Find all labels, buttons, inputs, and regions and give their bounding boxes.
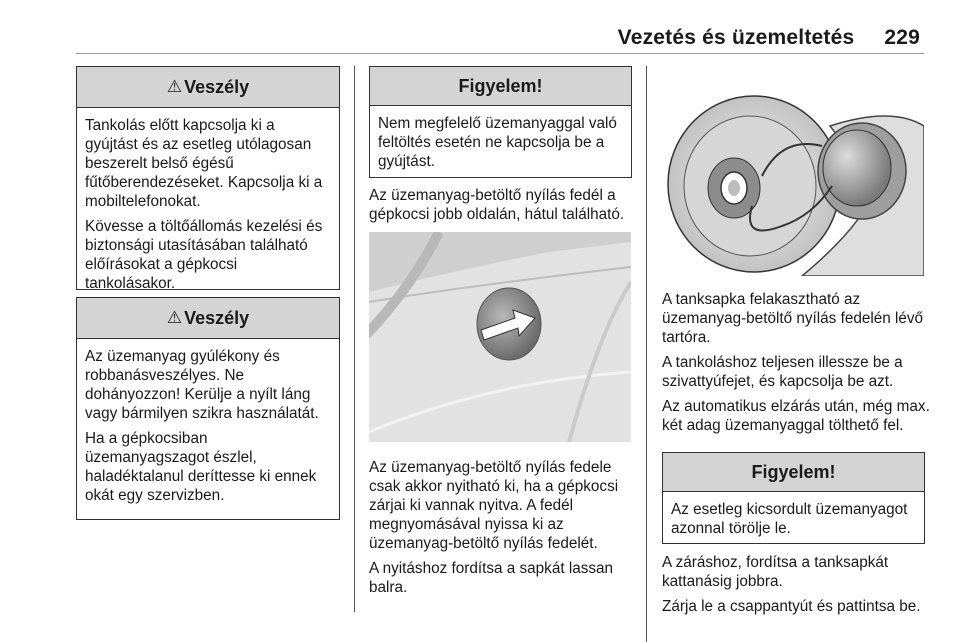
warning-triangle-icon: ⚠ bbox=[166, 308, 183, 327]
danger-box-heading: ⚠ Veszély bbox=[77, 67, 339, 108]
danger-text: Ha a gépkocsiban üzemanyagszagot észlel, haladéktalanul deríttesse ki ennek okát egy szervizben. bbox=[85, 430, 317, 504]
danger-text: Kövesse a töltőállomás kezelési és biztonsági utasításában található előírásokat a gépkocsi tankolásakor. bbox=[85, 218, 323, 292]
paragraph-insert-nozzle: A tankoláshoz teljesen illessze be a szivattyúfejet, és kapcsolja be azt. bbox=[662, 354, 903, 390]
notice-text: Nem megfelelő üzemanyaggal való feltöltés esetén ne kapcsolja be a gyújtást. bbox=[378, 115, 617, 170]
column-divider-right bbox=[646, 66, 647, 642]
notice-box-spill bbox=[662, 452, 925, 544]
notice-box-fuel-type bbox=[369, 66, 632, 178]
header-divider bbox=[76, 53, 924, 54]
paragraph-close-cap: A záráshoz, fordítsa a tanksapkát kattanásig jobbra. bbox=[662, 554, 889, 590]
column-divider-left bbox=[354, 66, 355, 612]
paragraph-opening-instructions: Az üzemanyag-betöltő nyílás fedele csak akkor nyitható ki, ha a gépkocsi zárjai ki vannak nyitva. A fedél megnyomásával nyissa ki az üzemanyag-betöltő nyílás fedelét. bbox=[369, 459, 619, 552]
paragraph-flap-location: Az üzemanyag-betöltő nyílás fedél a gépkocsi jobb oldalán, hátul található. bbox=[369, 187, 625, 223]
page-header bbox=[618, 26, 920, 50]
danger-text: Az üzemanyag gyúlékony és robbanásveszélyes. Ne dohányozzon! Kerülje a nyílt láng vagy bármilyen szikra használatát. bbox=[85, 348, 319, 422]
danger-box-heading: ⚠ Veszély bbox=[77, 298, 339, 339]
fuel-cap-holder-illustration bbox=[662, 66, 924, 276]
paragraph-cap-turn-left: A nyitáshoz fordítsa a sapkát lassan balra. bbox=[369, 560, 614, 596]
notice-box-heading: Figyelem! bbox=[663, 453, 924, 492]
paragraph-cap-holder: A tanksapka felakasztható az üzemanyag-betöltő nyílás fedelén lévő tartóra. bbox=[662, 291, 924, 346]
notice-text: Az esetleg kicsordult üzemanyagot azonnal törölje le. bbox=[671, 501, 908, 537]
page-title: Vezetés és üzemeltetés bbox=[617, 26, 855, 49]
page-number: 229 bbox=[884, 26, 920, 49]
paragraph-close-flap: Zárja le a csappantyút és pattintsa be. bbox=[662, 598, 921, 615]
warning-triangle-icon: ⚠ bbox=[166, 77, 183, 96]
danger-box-flammable bbox=[76, 297, 340, 520]
danger-box-fuel-safety bbox=[76, 66, 340, 290]
danger-text: Tankolás előtt kapcsolja ki a gyújtást és az esetleg utólagosan beszerelt belső égésű fűtőberendezéseket. Kapcsolja ki a mobiltelefonokat. bbox=[85, 117, 323, 210]
fuel-flap-illustration bbox=[369, 232, 631, 442]
notice-box-heading: Figyelem! bbox=[370, 67, 631, 106]
paragraph-auto-cutoff: Az automatikus elzárás után, még max. két adag üzemanyaggal tölthető fel. bbox=[662, 398, 930, 434]
